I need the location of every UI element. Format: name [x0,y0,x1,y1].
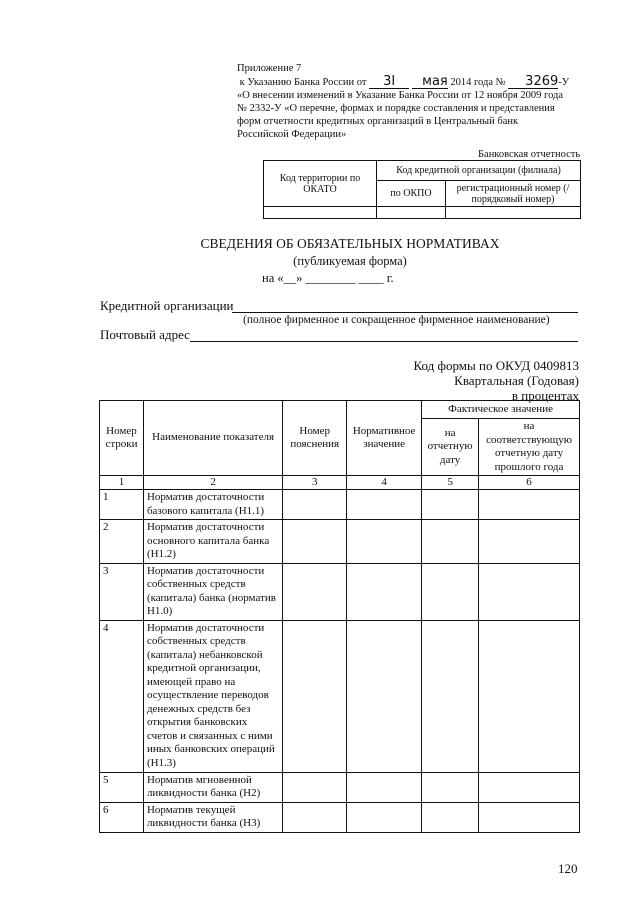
row-number: 3 [100,563,144,620]
okud-code: Код формы по ОКУД 0409813 [413,358,579,373]
row-note-cell[interactable] [283,772,347,802]
decree-mid: 2014 года № [450,77,506,88]
row-norm-cell[interactable] [347,520,422,564]
col-header-actual-prev: на соответствующую отчетную дату прошлого года [479,419,580,476]
row-actual-prev-cell[interactable] [479,772,580,802]
table-row [100,520,580,564]
table-row [100,772,580,802]
unit-label: в процентах [511,388,579,403]
decree-suffix: -У [558,77,570,88]
reporting-label: Банковская отчетность [478,149,581,160]
reg-number-header: регистрационный номер (/порядковый номер) [446,181,581,207]
row-actual-prev-cell[interactable] [479,520,580,564]
row-note-cell[interactable] [283,620,347,772]
col-header-row-no: Номер строки [100,401,144,476]
row-indicator-name: Норматив достаточности собственных средств (капитала) банка (норматив Н1.0) [143,563,282,620]
page-number: 120 [558,861,578,876]
row-indicator-name: Норматив мгновенной ликвидности банка (Н2) [143,772,282,802]
credit-org-code-header: Код кредитной организации (филиала) [377,161,581,181]
row-norm-cell[interactable] [347,620,422,772]
col-header-actual: Фактическое значение [422,401,580,419]
credit-org-hint: (полное фирменное и сокращенное фирменное наименование) [243,314,550,326]
reg-number-cell [446,207,581,219]
row-indicator-name: Норматив достаточности основного капитала банка (Н1.2) [143,520,282,564]
postal-address-label: Почтовый адрес [100,327,190,342]
decree-day: 3I [369,75,409,89]
table-row [100,490,580,520]
okato-header: Код территории по ОКАТО [264,161,377,207]
row-indicator-name: Норматив достаточности собственных средств (капитала) небанковской кредитной организации, имеющей право на осуществление переводов денежных средств без открытия банковских счетов и связанных с ними иных банковских операций (Н1.3) [143,620,282,772]
decree-line-5: форм отчетности кредитных организаций в Центральный банк [237,116,519,127]
decree-number: 3269 [508,75,558,89]
report-period: Квартальная (Годовая) [454,373,579,388]
row-indicator-name: Норматив текущей ликвидности банка (Н3) [143,802,282,832]
credit-org-field[interactable] [232,312,578,313]
row-note-cell[interactable] [283,520,347,564]
appendix-label: Приложение 7 [237,63,302,74]
col-number: 5 [422,476,479,490]
col-number: 3 [283,476,347,490]
col-header-actual-current: на отчетную дату [422,419,479,476]
col-header-name: Наименование показателя [143,401,282,476]
table-row [100,802,580,832]
row-actual-current-cell[interactable] [422,802,479,832]
row-indicator-name: Норматив достаточности базового капитала (Н1.1) [143,490,282,520]
form-subtitle: (публикуемая форма) [293,254,407,268]
decree-month: мая [412,75,448,89]
row-note-cell[interactable] [283,490,347,520]
row-actual-prev-cell[interactable] [479,563,580,620]
postal-address-field[interactable] [190,341,578,342]
row-actual-prev-cell[interactable] [479,620,580,772]
credit-org-label: Кредитной организации [100,298,234,313]
row-number: 1 [100,490,144,520]
okpo-cell [377,207,446,219]
col-header-note: Номер пояснения [283,401,347,476]
row-number: 6 [100,802,144,832]
row-number: 4 [100,620,144,772]
row-note-cell[interactable] [283,802,347,832]
report-date-line: на «__» ________ ____ г. [262,271,394,285]
row-number: 5 [100,772,144,802]
decree-line-3: «О внесении изменений в Указание Банка России от 12 ноября 2009 года [237,90,564,101]
row-norm-cell[interactable] [347,802,422,832]
row-norm-cell[interactable] [347,772,422,802]
row-note-cell[interactable] [283,563,347,620]
row-actual-current-cell[interactable] [422,563,479,620]
decree-line-4: № 2332-У «О перечне, формах и порядке составления и представления [237,103,555,114]
decree-prefix: к Указанию Банка России от [239,77,367,88]
okpo-header: по ОКПО [377,181,446,207]
row-actual-current-cell[interactable] [422,520,479,564]
row-actual-current-cell[interactable] [422,772,479,802]
row-actual-current-cell[interactable] [422,620,479,772]
codes-table [263,160,581,219]
row-norm-cell[interactable] [347,563,422,620]
col-number: 1 [100,476,144,490]
header-block [237,62,569,141]
table-row [100,563,580,620]
normatives-table [99,400,580,833]
column-numbers-row [100,476,580,490]
table-row [100,620,580,772]
okato-cell [264,207,377,219]
decree-line-6: Российской Федерации» [237,129,347,140]
col-header-norm: Нормативное значение [347,401,422,476]
decree-line [237,75,569,89]
col-number: 6 [479,476,580,490]
col-number: 4 [347,476,422,490]
row-norm-cell[interactable] [347,490,422,520]
col-number: 2 [143,476,282,490]
row-actual-current-cell[interactable] [422,490,479,520]
row-actual-prev-cell[interactable] [479,490,580,520]
form-title: СВЕДЕНИЯ ОБ ОБЯЗАТЕЛЬНЫХ НОРМАТИВАХ [200,236,500,251]
row-actual-prev-cell[interactable] [479,802,580,832]
row-number: 2 [100,520,144,564]
